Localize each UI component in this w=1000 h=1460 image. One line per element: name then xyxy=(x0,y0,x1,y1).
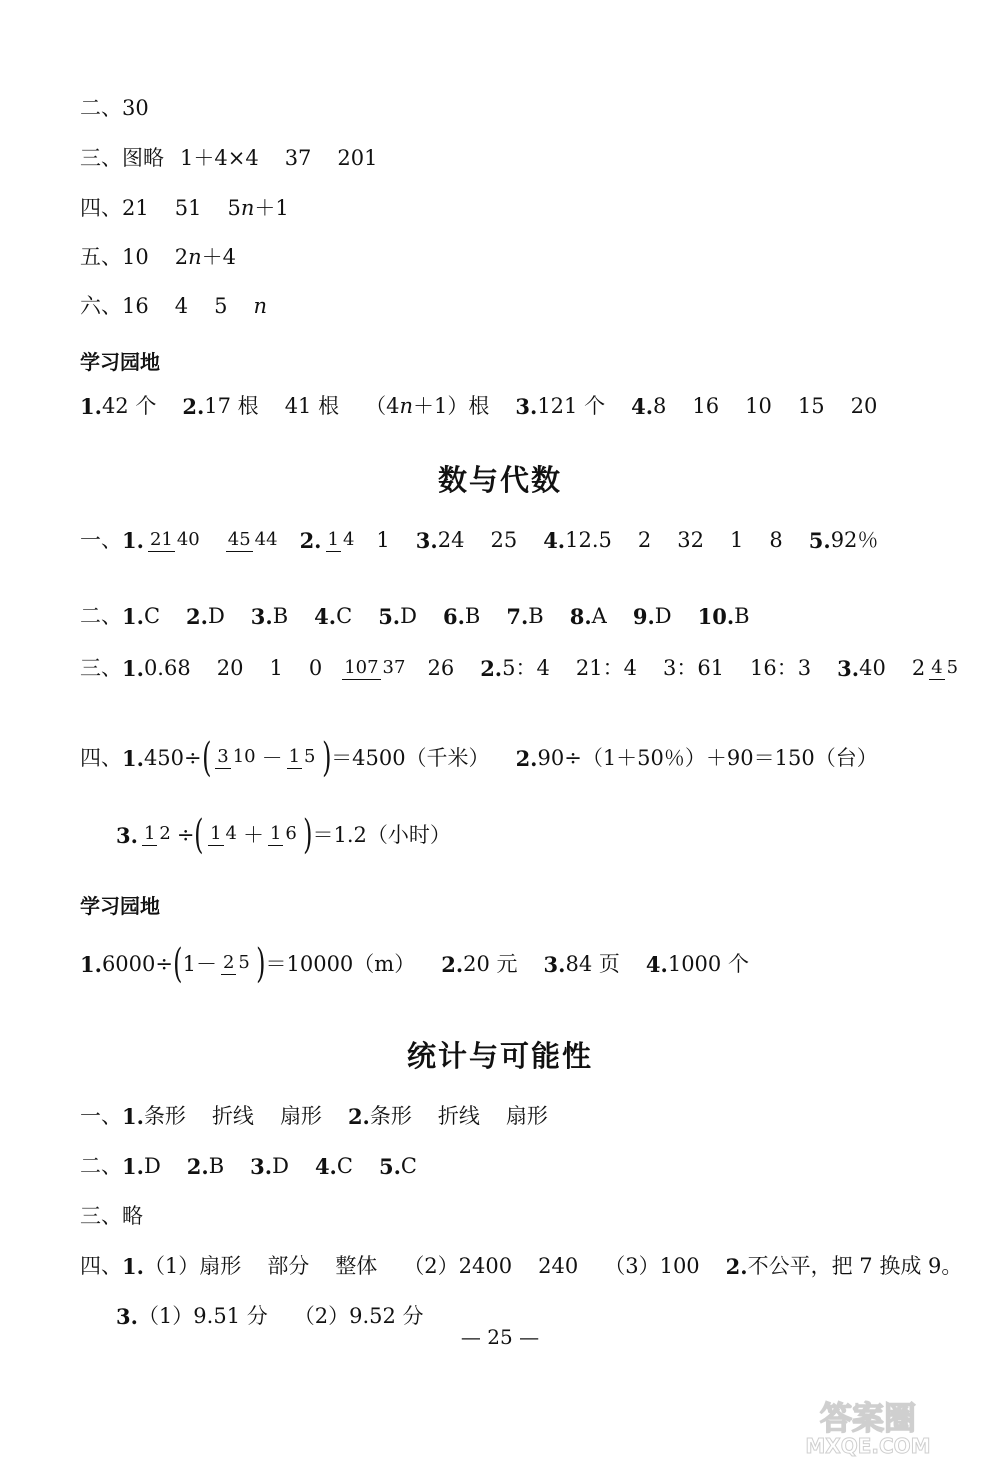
fraction xyxy=(929,658,960,680)
denominator: 2 xyxy=(159,823,171,845)
answer-text: 8 xyxy=(769,528,783,553)
answer-text: 2 xyxy=(637,528,652,553)
item-number: 2. xyxy=(725,1254,748,1279)
expression: ＝4500（千米） xyxy=(331,745,490,770)
answer-text: 92％ xyxy=(830,528,879,553)
operator: ÷ xyxy=(176,822,195,847)
answer-line xyxy=(116,1306,424,1327)
answer-text: （2）9.52 分 xyxy=(293,1304,424,1328)
answer-text: 5 xyxy=(214,294,228,318)
answer-text: 1 xyxy=(269,656,283,681)
answer-text: 1＋4×4 xyxy=(180,146,259,170)
choice-answer: B xyxy=(734,604,750,628)
answer-text: 10 xyxy=(745,394,772,418)
answer-text: （1）扇形 xyxy=(143,1254,242,1278)
item-number: 6. xyxy=(442,604,465,629)
answer-text: 1 xyxy=(730,528,744,553)
answer-text: ＋1）根 xyxy=(413,394,490,418)
study-corner-title: 学习园地 xyxy=(80,894,160,918)
choice-answer: C xyxy=(400,1154,417,1178)
operator: － xyxy=(261,745,283,770)
item-number: 2. xyxy=(299,528,322,554)
answer-line xyxy=(80,1156,417,1177)
answer-text: 37 xyxy=(284,146,312,170)
left-paren: ( xyxy=(194,812,204,858)
choice-answer: B xyxy=(464,604,481,628)
section-title: 统计与可能性 xyxy=(406,1039,593,1073)
item-number: 4. xyxy=(543,528,566,554)
answer-text: 整体 xyxy=(335,1254,378,1278)
numerator: 45 xyxy=(227,529,251,550)
mixed-number-whole: 2 xyxy=(911,656,926,681)
choice-answer: D xyxy=(143,1154,161,1178)
denominator: 5 xyxy=(946,657,959,678)
item-number: 2. xyxy=(186,604,208,629)
question-label: 二、 xyxy=(80,1154,122,1178)
variable-n: n xyxy=(240,196,255,220)
answer-text: 部分 xyxy=(267,1254,310,1278)
answer-text: （3）100 xyxy=(604,1254,700,1278)
denominator: 40 xyxy=(176,529,200,550)
answer-text: 条形 xyxy=(143,1104,186,1128)
numerator: 107 xyxy=(344,657,379,678)
answer-line xyxy=(80,148,378,169)
answer-line xyxy=(80,735,878,781)
numerator: 1 xyxy=(269,823,282,845)
answer-text: 折线 xyxy=(437,1104,480,1128)
answer-line xyxy=(80,530,878,552)
item-number: 2. xyxy=(515,745,538,771)
ratio: 5：4 xyxy=(502,656,550,681)
answer-line xyxy=(80,1256,962,1277)
answer-text: 20 元 xyxy=(463,951,518,976)
numerator: 1 xyxy=(143,823,156,845)
expression: 6000÷ xyxy=(101,951,173,976)
answer-text: 201 xyxy=(337,146,378,170)
fraction xyxy=(148,530,202,552)
answer-text: 84 页 xyxy=(565,951,620,976)
item-number: 5. xyxy=(378,604,401,629)
answer-text: 0 xyxy=(308,656,323,681)
choice-answer: D xyxy=(400,604,417,628)
item-number: 1. xyxy=(80,951,102,977)
answer-text: 4 xyxy=(174,294,189,318)
answer-line xyxy=(80,396,877,417)
fraction xyxy=(208,824,239,846)
variable-n: n xyxy=(253,294,268,318)
answer-line xyxy=(80,1206,143,1227)
fraction xyxy=(342,658,407,680)
fraction xyxy=(221,953,252,975)
variable-n: n xyxy=(188,245,202,269)
answer-text: 二、30 xyxy=(80,96,149,120)
item-number: 4. xyxy=(314,604,337,629)
operator: ＋ xyxy=(242,822,264,847)
item-number: 10. xyxy=(697,604,735,629)
answer-text: 32 xyxy=(677,528,704,553)
svg-text:MXQE.COM: MXQE.COM xyxy=(805,1434,931,1457)
answer-text: 240 xyxy=(538,1254,579,1278)
answer-text: 扇形 xyxy=(279,1104,322,1128)
answer-text: 26 xyxy=(427,656,455,681)
item-number: 1. xyxy=(122,1254,144,1279)
item-number: 2. xyxy=(480,656,503,682)
answer-line xyxy=(80,98,149,119)
numerator: 21 xyxy=(149,529,173,550)
answer-text: 扇形 xyxy=(505,1104,548,1128)
numerator: 1 xyxy=(327,529,339,550)
expression: 450÷ xyxy=(143,745,202,770)
answer-text: ＋1 xyxy=(254,196,289,220)
choice-answer: B xyxy=(272,604,289,628)
item-number: 3. xyxy=(543,951,566,977)
expression: 90÷（1＋50％）＋90＝150（台） xyxy=(537,745,878,770)
answer-line xyxy=(80,941,749,987)
answer-text: 17 根 xyxy=(204,394,259,418)
answer-text: （2）2400 xyxy=(403,1254,513,1278)
item-number: 1. xyxy=(122,745,144,771)
answer-text: 不公平，把 7 换成 9。 xyxy=(747,1254,963,1278)
answer-text: 24 xyxy=(437,528,465,553)
item-number: 4. xyxy=(645,951,668,977)
item-number: 2. xyxy=(347,1104,370,1129)
watermark-logo xyxy=(748,1395,988,1457)
right-paren: ) xyxy=(302,812,313,858)
denominator: 44 xyxy=(254,529,278,550)
item-number: 1. xyxy=(122,656,144,682)
item-number: 3. xyxy=(116,1304,138,1329)
question-label: 一、 xyxy=(80,1104,122,1128)
item-number: 5. xyxy=(808,528,831,554)
svg-text:答案圈: 答案圈 xyxy=(819,1399,917,1437)
question-label: 四、 xyxy=(80,1254,122,1278)
ratio: 16：3 xyxy=(750,656,812,681)
answer-text: 20 xyxy=(850,394,878,418)
answer-text: 121 个 xyxy=(537,394,606,418)
ratio: 21：4 xyxy=(575,656,637,681)
question-label: 二、 xyxy=(80,604,122,628)
answer-text: 0.68 xyxy=(143,656,191,681)
answer-text: 42 个 xyxy=(101,394,157,418)
answer-text: 1 xyxy=(376,528,390,553)
choice-answer: B xyxy=(528,604,544,628)
answer-line xyxy=(80,658,964,680)
answer-text: 40 xyxy=(859,656,886,681)
expression: 1－ xyxy=(182,951,217,976)
answer-text: 16 xyxy=(692,394,720,418)
question-label: 一、 xyxy=(80,528,122,553)
page-number: — 25 — xyxy=(460,1325,540,1349)
item-number: 3. xyxy=(116,822,138,848)
numerator: 2 xyxy=(222,952,235,974)
choice-answer: C xyxy=(143,604,161,628)
item-number: 3. xyxy=(415,528,438,554)
answer-text: 三、图略 xyxy=(80,146,164,170)
denominator: 6 xyxy=(285,823,297,845)
item-number: 3. xyxy=(250,604,273,629)
item-number: 7. xyxy=(506,604,529,629)
answer-text: 41 根 xyxy=(284,394,340,418)
denominator: 4 xyxy=(342,529,355,550)
numerator: 1 xyxy=(288,746,301,768)
question-label: 四、 xyxy=(80,745,122,770)
answer-text: 五、10 xyxy=(80,245,149,269)
item-number: 1. xyxy=(122,604,144,629)
fraction xyxy=(326,530,357,552)
fraction xyxy=(142,824,173,846)
denominator: 37 xyxy=(382,657,406,678)
answer-line xyxy=(80,296,267,317)
right-paren: ) xyxy=(321,735,331,781)
item-number: 1. xyxy=(122,1104,144,1129)
choice-answer: D xyxy=(272,1154,289,1178)
item-number: 4. xyxy=(631,394,654,419)
study-corner-title: 学习园地 xyxy=(80,350,160,374)
numerator: 4 xyxy=(931,657,943,678)
expression: ＝1.2（小时） xyxy=(312,822,451,847)
denominator: 5 xyxy=(304,746,316,768)
denominator: 4 xyxy=(225,823,237,845)
fraction xyxy=(215,747,257,769)
left-paren: ( xyxy=(173,941,183,987)
choice-answer: A xyxy=(591,604,607,628)
ratio: 3：61 xyxy=(662,656,725,681)
item-number: 1. xyxy=(122,528,144,554)
item-number: 3. xyxy=(515,394,538,419)
item-number: 4. xyxy=(314,1154,337,1179)
choice-answer: D xyxy=(654,604,672,628)
answer-text: 5 xyxy=(227,196,241,220)
answer-text: 1000 个 xyxy=(667,951,749,976)
choice-answer: B xyxy=(208,1154,225,1178)
item-number: 2. xyxy=(182,394,205,419)
section-title: 数与代数 xyxy=(437,463,562,497)
question-label: 三、 xyxy=(80,656,122,681)
fraction xyxy=(268,824,299,846)
answer-line xyxy=(116,812,451,858)
item-number: 2. xyxy=(186,1154,209,1179)
left-paren: ( xyxy=(201,735,212,781)
answer-text: 折线 xyxy=(211,1104,254,1128)
answer-text: 20 xyxy=(216,656,244,681)
variable-n: n xyxy=(399,394,413,418)
choice-answer: D xyxy=(207,604,225,628)
answer-text: 三、略 xyxy=(80,1204,143,1228)
fraction xyxy=(226,530,280,552)
answer-text: 15 xyxy=(797,394,825,418)
answer-text: ＋4 xyxy=(201,245,237,269)
denominator: 10 xyxy=(232,746,256,768)
denominator: 5 xyxy=(238,952,250,974)
item-number: 5. xyxy=(378,1154,401,1179)
answer-text: 四、21 xyxy=(80,196,149,220)
item-number: 1. xyxy=(80,394,102,419)
answer-text: 8 xyxy=(653,394,667,418)
answer-line xyxy=(80,1106,548,1127)
item-number: 2. xyxy=(441,951,464,977)
answer-text: 六、16 xyxy=(80,294,149,318)
numerator: 3 xyxy=(217,746,229,768)
expression: ＝10000（m） xyxy=(265,951,416,976)
answer-text: 2 xyxy=(174,245,189,269)
choice-answer: C xyxy=(336,1154,353,1178)
numerator: 1 xyxy=(210,823,222,845)
item-number: 1. xyxy=(122,1154,144,1179)
item-number: 9. xyxy=(632,604,655,629)
choice-answer: C xyxy=(336,604,353,628)
answer-text: （1）9.51 分 xyxy=(137,1304,268,1328)
answer-line xyxy=(80,606,750,627)
item-number: 3. xyxy=(250,1154,273,1179)
answer-text: 51 xyxy=(174,196,202,220)
fraction xyxy=(287,747,318,769)
answer-line xyxy=(80,198,289,219)
answer-line xyxy=(80,247,236,268)
right-paren: ) xyxy=(255,941,266,987)
answer-text: 25 xyxy=(490,528,518,553)
answer-text: 12.5 xyxy=(565,528,612,553)
item-number: 3. xyxy=(837,656,860,682)
answer-text: （4 xyxy=(365,394,400,418)
answer-text: 条形 xyxy=(369,1104,412,1128)
item-number: 8. xyxy=(569,604,592,629)
